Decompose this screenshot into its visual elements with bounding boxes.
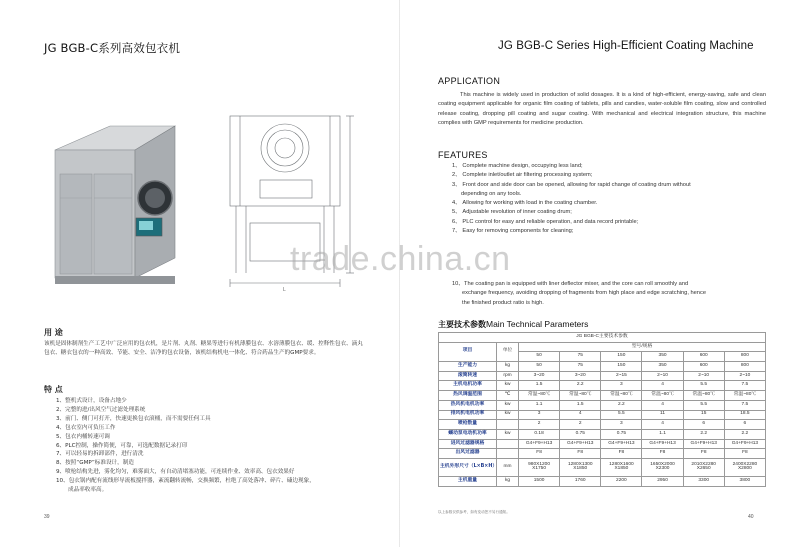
row-name: 滚筒转速 [439, 371, 497, 381]
cell-line: 1650X2000 [650, 461, 675, 467]
cell-line: X2300 [655, 466, 670, 472]
list-item: the finished product ratio is high. [462, 299, 544, 306]
cell: 150 [601, 362, 642, 372]
cell [519, 458, 560, 476]
cell: 常温~80℃ [560, 391, 601, 401]
list-item: 2、完整的进/出风空气过滤处理系统 [56, 406, 146, 413]
table-caption: JG BGB-C主要技术参数 [439, 333, 766, 343]
cell: 2~10 [642, 371, 683, 381]
table-row [439, 410, 766, 420]
cell: 常温~80℃ [724, 391, 765, 401]
row-unit: ℃ [497, 391, 519, 401]
table-row [439, 449, 766, 459]
cell: 1.1 [642, 429, 683, 439]
row-name: 主机外形尺寸（L×B×H） [439, 458, 497, 476]
feature-10-en [452, 280, 768, 308]
row-name: 进风过滤器规格 [439, 439, 497, 449]
table-row [439, 420, 766, 430]
list-item: 2、 Complete inlet/outlet air filtering processing system; [452, 172, 593, 179]
cell-line: X1750 [532, 466, 547, 472]
cell: 6 [724, 420, 765, 430]
row-name: 出风过滤器 [439, 449, 497, 459]
cell: 常温~80℃ [519, 391, 560, 401]
row-unit: kg [497, 476, 519, 486]
cell: F8 [683, 449, 724, 459]
table-heading-en: Main Technical Parameters [486, 319, 589, 329]
cell: 3~20 [519, 371, 560, 381]
model-header: 150 [601, 352, 642, 362]
left-page-title: JG BGB-C系列高效包衣机 [44, 41, 181, 55]
cell: 2950 [642, 476, 683, 486]
row-name: 排风机电机功率 [439, 410, 497, 420]
row-name: 蠕动泵电动机功率 [439, 429, 497, 439]
cell: 5.5 [601, 410, 642, 420]
cell: 3 [601, 381, 642, 391]
row-unit: rpm [497, 371, 519, 381]
cell: F8 [519, 449, 560, 459]
table-row [439, 391, 766, 401]
cell: 18.5 [724, 410, 765, 420]
cell: 7.5 [724, 400, 765, 410]
cell [560, 458, 601, 476]
cell: 2~10 [724, 371, 765, 381]
cell: 2~10 [683, 371, 724, 381]
cell: 4 [642, 400, 683, 410]
table-row [439, 400, 766, 410]
application-heading: APPLICATION [438, 76, 501, 86]
list-item: 7、可以轻易的拆卸部件，进行清洗 [56, 451, 144, 458]
list-item: 5、包衣内桶转速可调 [56, 433, 110, 440]
model-header: 350 [642, 352, 683, 362]
cell: G4+F9+H13 [642, 439, 683, 449]
row-name: 主机电机功率 [439, 381, 497, 391]
cell: 800 [724, 362, 765, 372]
cell: 4 [560, 410, 601, 420]
page-number-left: 39 [44, 514, 50, 520]
table-row [439, 429, 766, 439]
cell: 1760 [560, 476, 601, 486]
cell: 15 [683, 410, 724, 420]
application-text: This machine is widely used in production of solid dosages. It is a kind of high-efficient, energy-saving, safe and clean coating equipment applicable for organic film coating of tablets, pills and candies, water-soluble film coating, slow and controlled release coating, dropping pill coating and sugar coating. With mechanical and electrical integration structure, this machine complies with GMP requirements for medicine production. [438, 92, 766, 127]
list-item: 5、 Adjustable revolution of inner coating drum; [452, 209, 572, 216]
table-footnote: 以上参数仅供参考，如有变动恕不另行通知。 [438, 510, 510, 514]
row-name: 生产能力 [439, 362, 497, 372]
row-unit: kw [497, 400, 519, 410]
cell: G4+F9+H13 [724, 439, 765, 449]
cell: 0.18 [519, 429, 560, 439]
table-row [439, 458, 766, 476]
list-item: 1、 Complete machine design, occupying less land; [452, 163, 583, 169]
cell: 11 [642, 410, 683, 420]
cell: 2 [560, 420, 601, 430]
col-header-unit: 单位 [497, 342, 519, 361]
cell [683, 458, 724, 476]
page-number-right: 40 [748, 514, 754, 520]
cell: 3800 [724, 476, 765, 486]
cell: 6 [683, 420, 724, 430]
cell: F8 [642, 449, 683, 459]
table-row [439, 362, 766, 372]
cell: 350 [642, 362, 683, 372]
cell: 75 [560, 362, 601, 372]
cell-line: X1850 [573, 466, 588, 472]
machine-drawing [230, 116, 354, 293]
model-header: 75 [560, 352, 601, 362]
cell: 1.5 [560, 400, 601, 410]
list-item: 4、 Allowing for working with load in the coating chamber. [452, 200, 598, 207]
cell-line: X2650 [696, 466, 711, 472]
cell: 2~15 [601, 371, 642, 381]
table-heading [438, 319, 588, 330]
cell: 1.1 [519, 400, 560, 410]
row-unit: kw [497, 381, 519, 391]
row-unit: kw [497, 429, 519, 439]
cell: 2.2 [601, 400, 642, 410]
row-unit [497, 449, 519, 459]
model-header: 800 [724, 352, 765, 362]
row-name: 热风机电机功率 [439, 400, 497, 410]
spec-table [438, 332, 766, 487]
row-unit [497, 439, 519, 449]
list-item: exchange frequency, avoiding dropping of fragments from high place and edge scratching, hence [462, 290, 706, 297]
cell-line: X1850 [614, 466, 629, 472]
row-unit [497, 420, 519, 430]
model-label: 型号/规格 [519, 342, 766, 352]
right-page-title: JG BGB-C Series High-Efficient Coating Machine [498, 40, 754, 52]
features-heading-cn: 特 点 [44, 385, 63, 394]
cell [642, 458, 683, 476]
list-item: 3、 Front door and side door can be opened, allowing for rapid change of coating drum without [452, 181, 691, 188]
cell: 2 [519, 420, 560, 430]
svg-text:L: L [283, 287, 286, 293]
cell-line: 2400X2280 [732, 461, 758, 467]
cell: 2200 [601, 476, 642, 486]
features-list-cn [56, 397, 376, 495]
machine-photo [55, 126, 175, 284]
cell: G4+F9+H13 [560, 439, 601, 449]
cell: 2.2 [560, 381, 601, 391]
cell: 5.5 [683, 400, 724, 410]
cell: 3 [601, 420, 642, 430]
table-row [439, 333, 766, 343]
cell-line: X2800 [737, 466, 752, 472]
table-row [439, 342, 766, 352]
list-item: 6、PLC控制，操作简便，可靠，可选配数据记录打印 [56, 442, 188, 449]
cell: G4+F9+H13 [519, 439, 560, 449]
cell: 常温~80℃ [683, 391, 724, 401]
cell: 7.5 [724, 381, 765, 391]
cell: 4 [642, 420, 683, 430]
row-name: 主机重量 [439, 476, 497, 486]
table-row [439, 371, 766, 381]
cell: 2.2 [724, 429, 765, 439]
cell: 3300 [683, 476, 724, 486]
list-item: 7、 Easy for removing components for cleaning; [452, 228, 574, 235]
list-item: 9、喷枪结构先进，雾化均匀，难雾面大，有自动清堵塞功能，可连续作业、效率高、包衣效果好 [56, 469, 295, 476]
list-item: 10、The coating pan is equipped with liner deflector mixer, and the core can roll smoothly and [452, 281, 689, 287]
cell: 600 [683, 362, 724, 372]
cell: 2.2 [683, 429, 724, 439]
list-item: 8、按照“GMP”标准设计，制造 [56, 460, 134, 467]
cell: 1500 [519, 476, 560, 486]
row-unit: kg [497, 362, 519, 372]
spec-table-body [439, 362, 766, 459]
cell: F8 [601, 449, 642, 459]
cell: 4 [642, 381, 683, 391]
cell: G4+F9+H13 [601, 439, 642, 449]
table-row [439, 476, 766, 486]
list-item: 6、 PLC control for easy and reliable operation, and data record printable; [452, 218, 639, 225]
list-item: 1、整机式设计，设备占地少 [56, 398, 127, 404]
cell [724, 458, 765, 476]
cell [601, 458, 642, 476]
features-heading-en: FEATURES [438, 150, 488, 160]
model-header: 50 [519, 352, 560, 362]
list-item: 成品率收率高。 [68, 487, 108, 494]
row-unit: mm [497, 458, 519, 476]
table-row [439, 381, 766, 391]
cell: 3~20 [560, 371, 601, 381]
table-heading-cn: 主要技术参数 [438, 320, 486, 329]
col-header-item: 项目 [439, 342, 497, 361]
cell: F8 [560, 449, 601, 459]
list-item: 3、前门、侧门可打开，快速更换包衣滚桶，而不需要任何工具 [56, 415, 211, 422]
cell-line: 1280X1300 [567, 461, 593, 467]
model-header: 600 [683, 352, 724, 362]
cell: 50 [519, 362, 560, 372]
cell-line: 2010X2280 [691, 461, 716, 467]
cell: 1.5 [519, 381, 560, 391]
list-item: 10、包衣锅内配有流线形导流板搅拌器，紊流翻转流畅，交换频繁，杜绝了高处落冲、碎片、磕边现象， [56, 478, 315, 485]
cell: G4+F9+H13 [683, 439, 724, 449]
cell: 常温~80℃ [601, 391, 642, 401]
watermark: trade.china.cn [290, 240, 511, 278]
table-row [439, 439, 766, 449]
row-unit: kw [497, 410, 519, 420]
usage-heading: 用 途 [44, 328, 63, 337]
features-list-en [452, 162, 768, 236]
machine-illustration [40, 88, 380, 298]
row-name: 热风调温范围 [439, 391, 497, 401]
cell: 5.5 [683, 381, 724, 391]
list-item: depending on any tools. [461, 190, 522, 197]
cell: 3 [519, 410, 560, 420]
cell: F8 [724, 449, 765, 459]
row-name: 喷枪数量 [439, 420, 497, 430]
cell-line: 980X1200 [528, 461, 551, 467]
cell: 0.75 [601, 429, 642, 439]
cell: 0.75 [560, 429, 601, 439]
usage-text: 该机是固体制剂生产工艺中广泛应用的包衣机，是片剂、丸剂、糖果等进行有机薄膜包衣、水溶薄膜包衣、缓、控释性包衣、滴丸包衣、糖衣包衣的一种高效、节能、安全、洁净的包衣设备，该机结构机电一体化、符合药品生产的GMP要求。 [44, 341, 363, 357]
cell: 常温~80℃ [642, 391, 683, 401]
cell-line: 1280X1600 [609, 461, 634, 467]
list-item: 4、包衣室内可负压工作 [56, 424, 116, 431]
